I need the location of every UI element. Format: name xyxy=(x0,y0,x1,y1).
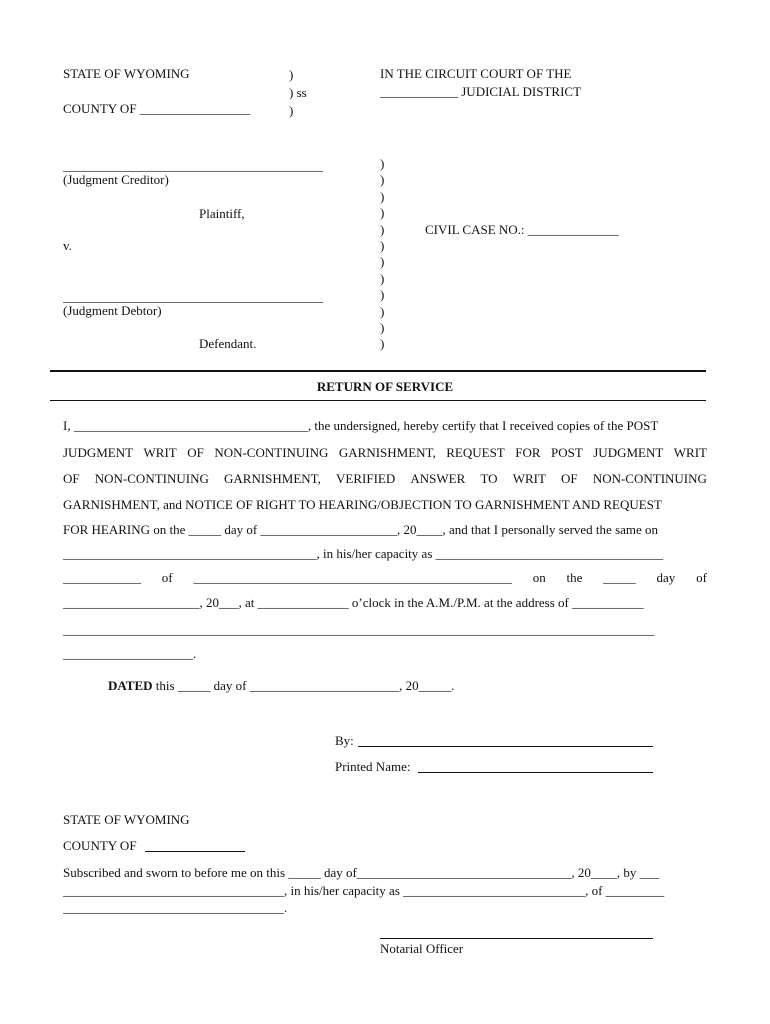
word: on xyxy=(532,570,546,585)
notarial-officer-label: Notarial Officer xyxy=(380,941,464,956)
certify-line-2 xyxy=(63,445,707,461)
word: NON-CONTINUING xyxy=(214,445,329,460)
word: NON-CONTINUING xyxy=(592,471,707,486)
judicial-district: ____________ JUDICIAL DISTRICT xyxy=(380,84,582,99)
printed-name-line[interactable] xyxy=(418,772,653,773)
word: _____ xyxy=(603,570,636,585)
subscribed-line-2: __________________________________, in his/her capacity as ____________________________, of _________ xyxy=(63,883,665,898)
versus-label: v. xyxy=(63,238,72,253)
page-title: RETURN OF SERVICE xyxy=(316,379,454,394)
word: OF xyxy=(63,471,80,486)
word: WRIT xyxy=(512,471,546,486)
word: day xyxy=(656,570,676,585)
plaintiff-label: Plaintiff, xyxy=(199,206,245,221)
certify-line-9[interactable]: ___________________________________________________________________________________________ xyxy=(63,622,655,637)
word: POST xyxy=(550,445,583,460)
state-label: STATE OF WYOMING xyxy=(63,66,190,81)
certify-line-5: FOR HEARING on the _____ day of _____________________, 20____, and that I personally served the same on xyxy=(63,522,659,537)
court-name: IN THE CIRCUIT COURT OF THE xyxy=(380,66,572,81)
signature-line[interactable] xyxy=(358,746,653,747)
word: OF xyxy=(561,471,578,486)
word: GARNISHMENT, xyxy=(224,471,321,486)
debtor-line[interactable]: ________________________________________ xyxy=(63,289,323,304)
word: ANSWER xyxy=(410,471,466,486)
word: FOR xyxy=(515,445,541,460)
word: VERIFIED xyxy=(336,471,396,486)
printed-name-label: Printed Name: xyxy=(335,759,411,774)
certify-line-8: _____________________, 20___, at ______________ o’clock in the A.M./P.M. at the address of ___________ xyxy=(63,595,644,610)
certify-line-4: GARNISHMENT, and NOTICE OF RIGHT TO HEARING/OBJECTION TO GARNISHMENT AND REQUEST xyxy=(63,497,662,512)
subscribed-line-3: __________________________________. xyxy=(63,900,288,915)
caption-parentheses: ) ) ) ) ) ) ) ) ) ) ) ) xyxy=(380,156,385,352)
dated-label: DATED xyxy=(108,678,153,693)
word: REQUEST xyxy=(446,445,505,460)
certify-line-1: I, ____________________________________, the undersigned, hereby certify that I received copies of the POST xyxy=(63,418,659,433)
word: ____________ xyxy=(63,570,141,585)
civil-case-number[interactable]: CIVIL CASE NO.: ______________ xyxy=(425,222,619,237)
dated-line xyxy=(108,678,454,694)
word: of xyxy=(696,570,707,585)
creditor-label: (Judgment Creditor) xyxy=(63,172,169,187)
word: the xyxy=(566,570,583,585)
word: JUDGMENT xyxy=(63,445,134,460)
venue-parentheses: ) ) ss ) xyxy=(289,67,307,118)
dated-text: this _____ day of _______________________, 20_____. xyxy=(152,678,455,693)
word: _________________________________________________ xyxy=(193,570,512,585)
notary-signature-line[interactable] xyxy=(380,938,653,939)
notary-state: STATE OF WYOMING xyxy=(63,812,190,827)
debtor-label: (Judgment Debtor) xyxy=(63,303,162,318)
creditor-line[interactable]: ________________________________________ xyxy=(63,158,323,173)
top-rule xyxy=(50,370,706,372)
notary-county-label: COUNTY OF xyxy=(63,838,137,853)
county-label: COUNTY OF _________________ xyxy=(63,101,251,116)
word: GARNISHMENT, xyxy=(338,445,436,460)
word: OF xyxy=(187,445,204,460)
word: of xyxy=(161,570,173,585)
certify-line-3 xyxy=(63,471,707,487)
certify-line-6: _______________________________________, in his/her capacity as ___________________________________ xyxy=(63,546,664,561)
word: TO xyxy=(480,471,498,486)
subscribed-line-1: Subscribed and sworn to before me on this _____ day of_________________________________, 20____, by ___ xyxy=(63,865,660,880)
notary-county-line[interactable] xyxy=(145,851,245,852)
certify-line-10[interactable]: ____________________. xyxy=(63,646,197,661)
word: WRIT xyxy=(143,445,177,460)
word: WRIT xyxy=(673,445,707,460)
certify-line-7 xyxy=(63,570,707,586)
by-label: By: xyxy=(335,733,354,748)
word: NON-CONTINUING xyxy=(94,471,209,486)
word: JUDGMENT xyxy=(593,445,664,460)
defendant-label: Defendant. xyxy=(199,336,257,351)
bottom-rule xyxy=(50,400,706,401)
